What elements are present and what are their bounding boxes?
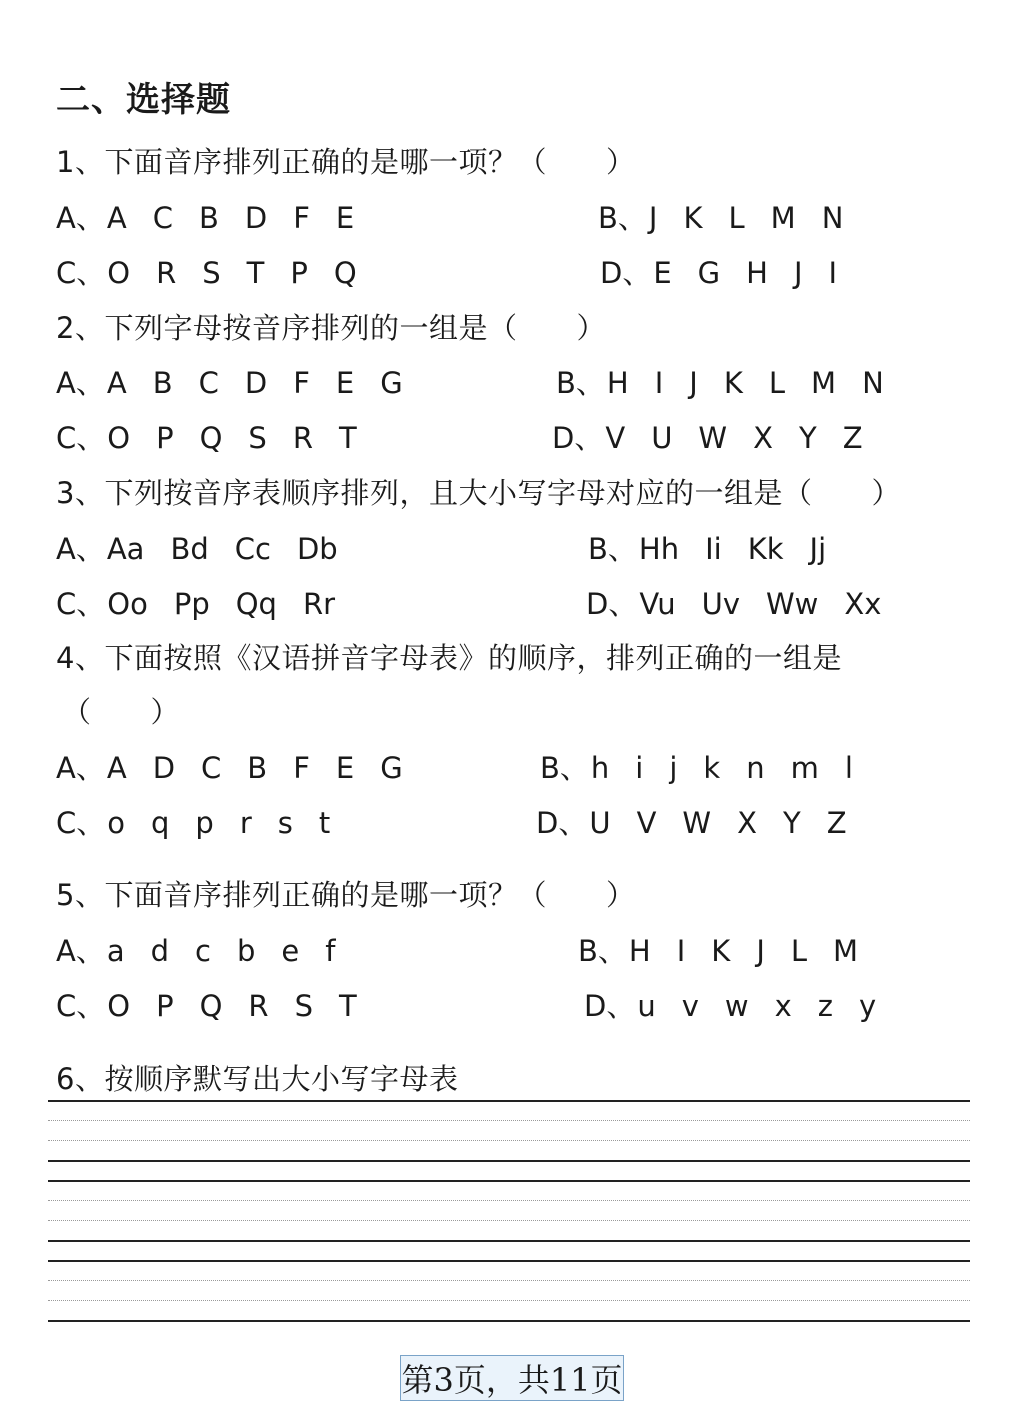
option-letter: T (338, 989, 357, 1023)
option-letter: Oo (107, 587, 148, 621)
option-letter: i (635, 751, 644, 785)
option-label: C、 (56, 806, 106, 840)
option-5a[interactable] (56, 929, 335, 970)
option-letter: Q (199, 989, 223, 1023)
option-label: D、 (600, 256, 652, 290)
option-letter: Hh (638, 532, 680, 566)
option-letter: a (106, 934, 125, 968)
option-letter: A (106, 751, 127, 785)
option-letter: s (277, 806, 293, 840)
option-label: A、 (56, 201, 105, 235)
option-letter: Qq (235, 587, 277, 621)
option-letter: k (703, 751, 721, 785)
option-letter: S (248, 421, 267, 455)
option-letter: w (724, 989, 749, 1023)
option-2b[interactable] (556, 361, 884, 402)
option-1d[interactable] (600, 251, 837, 292)
option-3d[interactable] (586, 582, 881, 623)
line-dotted (48, 1220, 970, 1221)
option-4d[interactable] (536, 801, 847, 842)
option-letter: E (335, 751, 355, 785)
option-letter: Ii (705, 532, 722, 566)
question-5: 5、下面音序排列正确的是哪一项？（ ） (56, 878, 636, 912)
option-letter: Bd (170, 532, 209, 566)
option-letter: W (682, 806, 712, 840)
option-letter: K (723, 366, 743, 400)
option-letter: D (244, 366, 268, 400)
option-label: C、 (56, 256, 106, 290)
option-letter: j (669, 751, 678, 785)
option-label: B、 (598, 201, 647, 235)
option-letter: T (338, 421, 357, 455)
option-letter: L (768, 366, 786, 400)
option-letter: Z (826, 806, 847, 840)
option-letter: p (195, 806, 214, 840)
option-letter: L (790, 934, 808, 968)
question-2: 2、下列字母按音序排列的一组是（ ） (56, 311, 606, 345)
option-letter: e (281, 934, 300, 968)
option-letter: l (844, 751, 853, 785)
option-1b[interactable] (598, 196, 843, 237)
option-letter: h (590, 751, 610, 785)
option-letter: Y (798, 421, 817, 455)
option-3b[interactable] (588, 527, 826, 568)
option-letter: M (811, 366, 837, 400)
option-label: A、 (56, 751, 105, 785)
line-dotted (48, 1300, 970, 1301)
line-solid (48, 1180, 970, 1182)
option-5c[interactable] (56, 984, 357, 1025)
option-letter: Ww (765, 587, 819, 621)
question-4-blank: （ ） (62, 695, 181, 729)
option-label: C、 (56, 989, 106, 1023)
option-letter: Q (333, 256, 357, 290)
option-letter: r (239, 806, 252, 840)
option-letter: b (237, 934, 256, 968)
option-5b[interactable] (578, 929, 858, 970)
option-letter: A (106, 201, 127, 235)
option-letter: v (681, 989, 699, 1023)
option-label: D、 (584, 989, 636, 1023)
option-4a[interactable] (56, 746, 403, 787)
option-letter: z (817, 989, 834, 1023)
option-letter: F (293, 201, 310, 235)
option-letter: Uv (701, 587, 740, 621)
option-letter: B (198, 201, 219, 235)
line-dotted (48, 1280, 970, 1281)
option-letter: P (290, 256, 308, 290)
option-letter: Cc (234, 532, 271, 566)
option-label: D、 (586, 587, 638, 621)
option-letter: Xx (844, 587, 882, 621)
question-6: 6、按顺序默写出大小写字母表 (56, 1062, 459, 1096)
option-letter: t (318, 806, 331, 840)
option-letter: V (605, 421, 626, 455)
option-letter: Vu (639, 587, 676, 621)
option-letter: R (156, 256, 177, 290)
line-dotted (48, 1200, 970, 1201)
option-letter: E (653, 256, 672, 290)
option-3a[interactable] (56, 527, 338, 568)
option-letter: U (589, 806, 611, 840)
option-letter: U (651, 421, 673, 455)
option-label: B、 (556, 366, 605, 400)
option-letter: Jj (809, 532, 827, 566)
option-letter: F (293, 751, 310, 785)
option-letter: n (746, 751, 765, 785)
option-letter: Aa (106, 532, 145, 566)
writing-band-1[interactable] (48, 1100, 970, 1180)
option-letter: B (152, 366, 173, 400)
option-letter: D (152, 751, 176, 785)
option-letter: I (828, 256, 838, 290)
option-letter: F (293, 366, 310, 400)
option-label: B、 (540, 751, 589, 785)
section-heading: 二、选择题 (56, 80, 231, 120)
option-label: B、 (578, 934, 627, 968)
option-letter: H (746, 256, 768, 290)
writing-band-2[interactable] (48, 1180, 970, 1260)
option-letter: E (335, 366, 355, 400)
option-label: A、 (56, 532, 105, 566)
option-letter: d (150, 934, 170, 968)
option-letter: o (107, 806, 125, 840)
option-letter: S (294, 989, 313, 1023)
option-letter: M (833, 934, 859, 968)
option-letter: y (859, 989, 877, 1023)
option-letter: V (636, 806, 657, 840)
option-4b[interactable] (540, 746, 853, 787)
option-label: B、 (588, 532, 637, 566)
option-letter: N (821, 201, 844, 235)
option-letter: G (697, 256, 721, 290)
option-letter: O (107, 989, 131, 1023)
option-letter: C (201, 751, 222, 785)
option-letter: D (244, 201, 268, 235)
option-letter: Q (199, 421, 223, 455)
option-label: D、 (536, 806, 588, 840)
line-solid (48, 1260, 970, 1262)
option-letter: K (711, 934, 731, 968)
option-letter: Y (782, 806, 801, 840)
option-label: D、 (552, 421, 604, 455)
line-solid (48, 1160, 970, 1162)
option-letter: C (152, 201, 173, 235)
question-4: 4、下面按照《汉语拼音字母表》的顺序，排列正确的一组是 (56, 641, 842, 675)
question-3: 3、下列按音序表顺序排列，且大小写字母对应的一组是（ ） (56, 476, 901, 510)
option-letter: S (202, 256, 221, 290)
line-solid (48, 1320, 970, 1322)
option-letter: Rr (302, 587, 336, 621)
page-number: 第3页，共11页 (400, 1355, 624, 1401)
option-letter: G (380, 366, 403, 400)
option-label: C、 (56, 421, 106, 455)
option-letter: J (648, 201, 658, 235)
option-letter: R (248, 989, 269, 1023)
line-solid (48, 1240, 970, 1242)
option-letter: E (335, 201, 355, 235)
option-1a[interactable] (56, 196, 354, 237)
line-solid (48, 1100, 970, 1102)
writing-band-3[interactable] (48, 1260, 970, 1340)
option-2a[interactable] (56, 361, 403, 402)
option-3c[interactable] (56, 582, 335, 623)
option-letter: J (793, 256, 803, 290)
option-5d[interactable] (584, 984, 876, 1025)
option-letter: m (790, 751, 819, 785)
option-letter: Pp (173, 587, 210, 621)
option-letter: Db (296, 532, 338, 566)
option-label: A、 (56, 366, 105, 400)
option-letter: J (756, 934, 765, 968)
option-letter: G (380, 751, 403, 785)
line-dotted (48, 1140, 970, 1141)
option-letter: q (151, 806, 170, 840)
option-letter: Kk (747, 532, 784, 566)
option-2d[interactable] (552, 416, 863, 457)
option-letter: H (628, 934, 651, 968)
handwriting-lines[interactable] (48, 1100, 970, 1340)
option-letter: J (689, 366, 698, 400)
option-letter: P (156, 989, 174, 1023)
option-2c[interactable] (56, 416, 357, 457)
option-letter: Z (842, 421, 863, 455)
option-4c[interactable] (56, 801, 330, 842)
option-letter: W (698, 421, 728, 455)
option-letter: I (676, 934, 686, 968)
option-letter: O (107, 421, 131, 455)
option-letter: N (862, 366, 884, 400)
option-letter: M (770, 201, 796, 235)
option-letter: A (106, 366, 127, 400)
option-letter: X (753, 421, 773, 455)
option-letter: x (774, 989, 792, 1023)
line-dotted (48, 1120, 970, 1121)
option-1c[interactable] (56, 251, 357, 292)
question-1: 1、下面音序排列正确的是哪一项？（ ） (56, 145, 636, 179)
option-letter: T (246, 256, 265, 290)
option-letter: H (606, 366, 629, 400)
option-letter: I (654, 366, 664, 400)
option-letter: u (637, 989, 656, 1023)
option-label: C、 (56, 587, 106, 621)
option-letter: C (198, 366, 219, 400)
option-letter: f (325, 934, 336, 968)
option-label: A、 (56, 934, 105, 968)
option-letter: R (292, 421, 313, 455)
option-letter: B (247, 751, 268, 785)
option-letter: c (195, 934, 211, 968)
option-letter: K (683, 201, 703, 235)
option-letter: P (156, 421, 174, 455)
option-letter: X (737, 806, 757, 840)
option-letter: L (728, 201, 745, 235)
option-letter: O (107, 256, 131, 290)
